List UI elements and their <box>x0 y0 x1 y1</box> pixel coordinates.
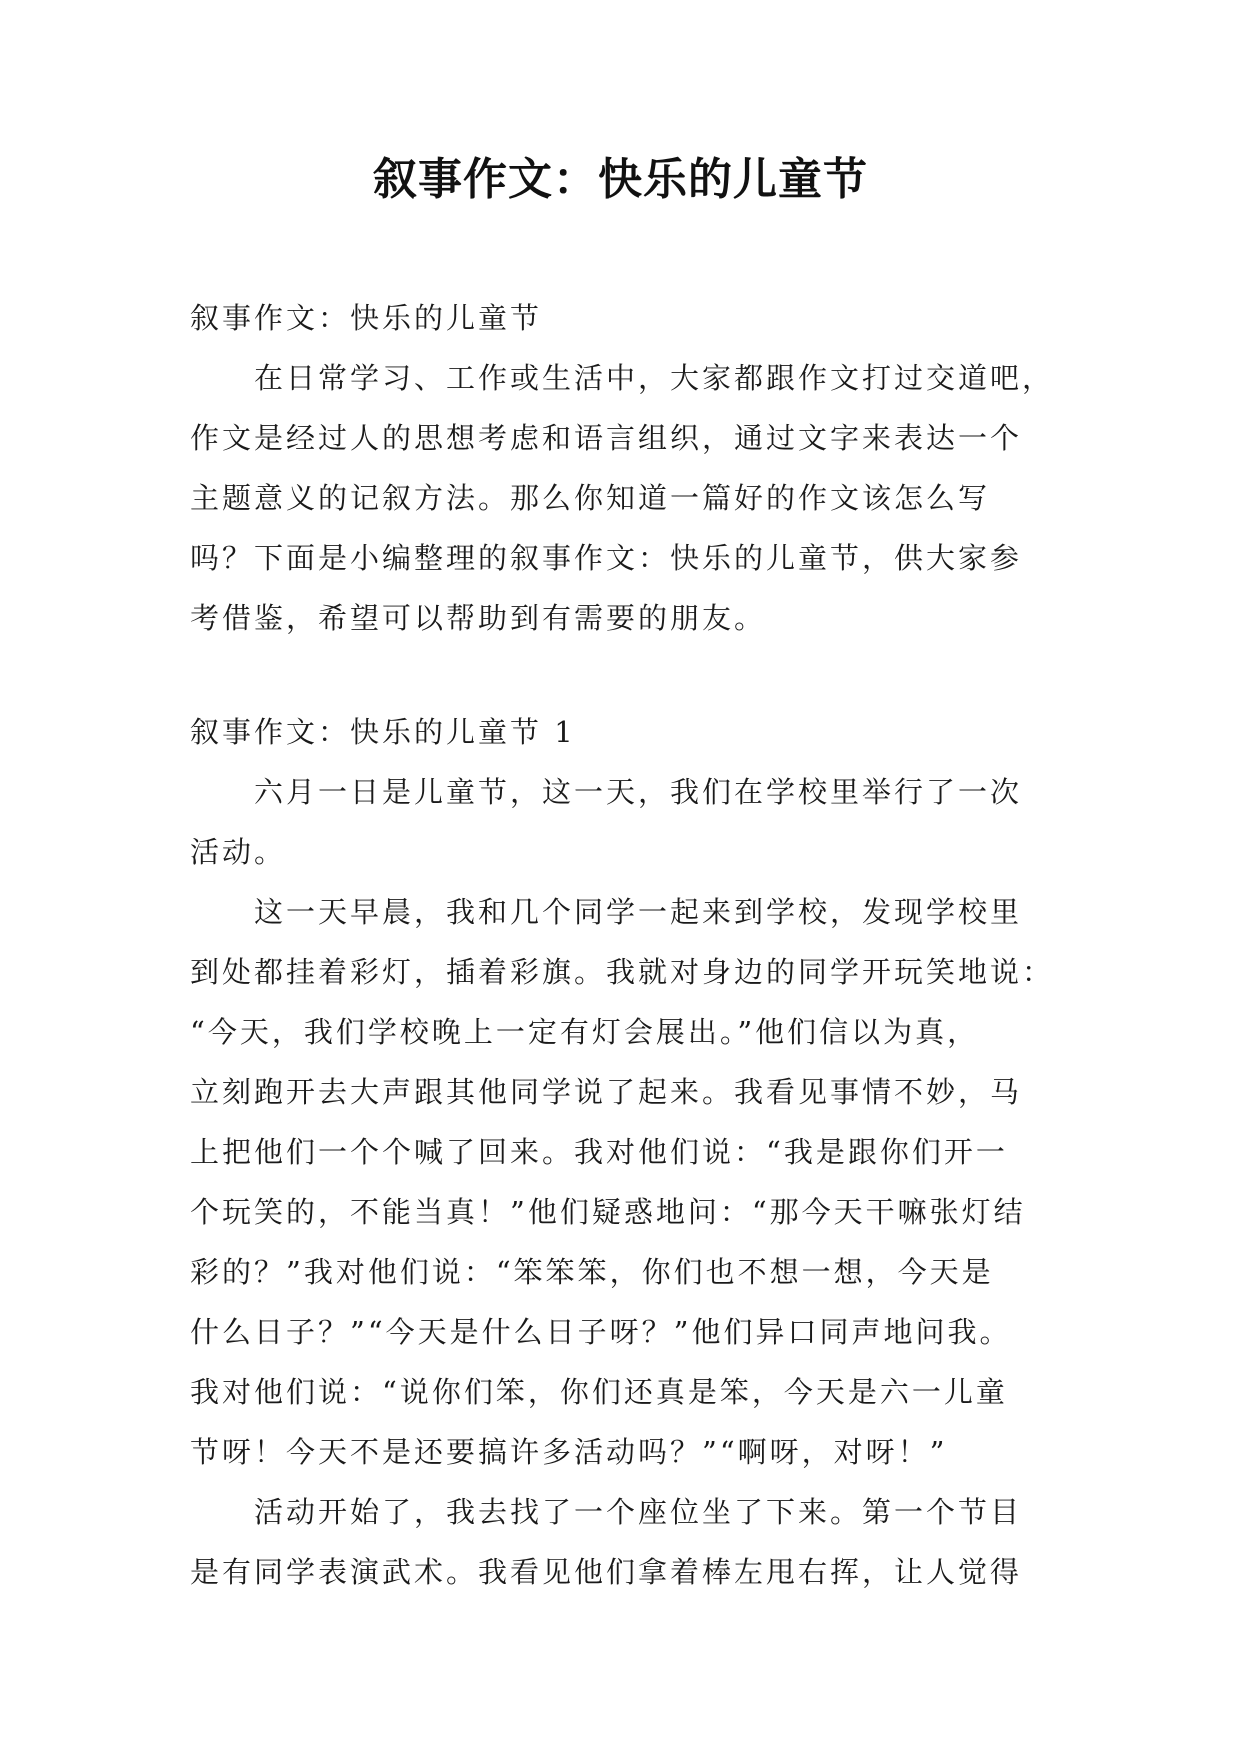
paragraph-line: 什么日子？”“今天是什么日子呀？”他们异口同声地问我。 <box>190 1315 1012 1349</box>
section-spacer <box>190 648 1060 702</box>
section-heading: 叙事作文：快乐的儿童节 1 <box>190 715 576 749</box>
paragraph-line: 节呀！今天不是还要搞许多活动吗？”“啊呀，对呀！” <box>190 1435 948 1469</box>
paragraph-line: 立刻跑开去大声跟其他同学说了起来。我看见事情不妙，马 <box>190 1075 1023 1109</box>
intro-heading: 叙事作文：快乐的儿童节 <box>190 301 543 335</box>
paragraph-2 <box>190 882 1060 1482</box>
document-body <box>190 288 1060 1602</box>
paragraph-line: 是有同学表演武术。我看见他们拿着棒左甩右挥，让人觉得 <box>190 1555 1023 1589</box>
paragraph-line: 到处都挂着彩灯，插着彩旗。我就对身边的同学开玩笑地说： <box>190 955 1055 989</box>
paragraph-3 <box>190 1482 1060 1602</box>
paragraph-line: 作文是经过人的思想考虑和语言组织，通过文字来表达一个 <box>190 421 1023 455</box>
paragraph-line: 个玩笑的，不能当真！”他们疑惑地问：“那今天干嘛张灯结 <box>190 1195 1026 1229</box>
paragraph-line: 主题意义的记叙方法。那么你知道一篇好的作文该怎么写 <box>190 481 991 515</box>
paragraph-line: 考借鉴，希望可以帮助到有需要的朋友。 <box>190 601 767 635</box>
paragraph-1 <box>190 762 1060 882</box>
paragraph-line: 吗？下面是小编整理的叙事作文：快乐的儿童节，供大家参 <box>190 541 1023 575</box>
paragraph-line: 六月一日是儿童节，这一天，我们在学校里举行了一次 <box>254 775 1023 809</box>
paragraph-line: 这一天早晨，我和几个同学一起来到学校，发现学校里 <box>254 895 1023 929</box>
document-title: 叙事作文：快乐的儿童节 <box>373 154 868 205</box>
paragraph-line: “今天，我们学校晚上一定有灯会展出。”他们信以为真， <box>190 1015 980 1049</box>
paragraph-line: 上把他们一个个喊了回来。我对他们说：“我是跟你们开一 <box>190 1135 1008 1169</box>
paragraph-line: 在日常学习、工作或生活中，大家都跟作文打过交道吧， <box>254 361 1055 395</box>
paragraph-line: 我对他们说：“说你们笨，你们还真是笨，今天是六一儿童 <box>190 1375 1008 1409</box>
paragraph-line: 活动。 <box>190 835 287 869</box>
paragraph-line: 彩的？”我对他们说：“笨笨笨，你们也不想一想，今天是 <box>190 1255 994 1289</box>
intro-paragraph <box>190 348 1060 648</box>
paragraph-line: 活动开始了，我去找了一个座位坐了下来。第一个节目 <box>254 1495 1023 1529</box>
